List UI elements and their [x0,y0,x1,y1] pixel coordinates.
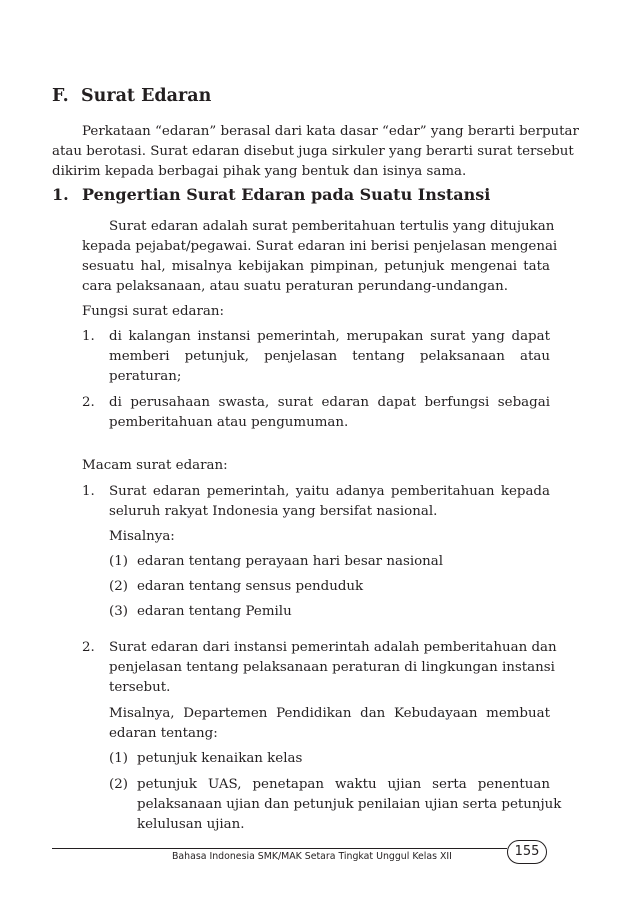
page-number: 155 [507,840,547,864]
intro-line: dikirim kepada berbagai pihak yang bentuk dan isinya sama. [52,164,467,179]
definition-paragraph [82,217,558,297]
definition-line: Surat edaran adalah surat pemberitahuan tertulis yang ditujukan [109,219,555,234]
section-intro [52,122,579,182]
example-text: edaran tentang Pemilu [137,604,292,619]
section-title: Surat Edaran [81,86,212,106]
example-line: pelaksanaan ujian dan petunjuk penilaian ujian serta petunjuk [137,797,562,812]
example-intro [109,704,550,744]
footer-divider [52,848,507,849]
definition-line: sesuatu hal, misalnya kebijakan pimpinan, petunjuk mengenai tata [82,259,550,274]
list-line: seluruh rakyat Indonesia yang bersifat nasional. [109,504,438,519]
example-intro-line: Misalnya, Departemen Pendidikan dan Kebudayaan membuat [109,706,550,721]
subsection-title: Pengertian Surat Edaran pada Suatu Instansi [82,185,491,204]
subsection-heading [52,185,490,204]
example-text: edaran tentang sensus penduduk [137,579,364,594]
example-text: petunjuk kenaikan kelas [137,751,303,766]
list-line: penjelasan tentang pelaksanaan peraturan di lingkungan instansi [109,660,555,675]
list-number: 2. [82,640,95,655]
list-line: Surat edaran dari instansi pemerintah adalah pemberitahuan dan [109,640,557,655]
example-number: (2) [109,777,128,792]
section-heading [52,86,211,106]
list-line: di perusahaan swasta, surat edaran dapat berfungsi sebagai [109,395,550,410]
list-line: memberi petunjuk, penjelasan tentang pelaksanaan atau [109,349,550,364]
example-number: (2) [109,579,128,594]
section-number: F. [52,86,69,106]
list-number: 1. [82,484,95,499]
list-line: pemberitahuan atau pengumuman. [109,415,349,430]
list-number: 2. [82,395,95,410]
list-line: di kalangan instansi pemerintah, merupakan surat yang dapat [109,329,550,344]
example-number: (1) [109,751,128,766]
macam-heading: Macam surat edaran: [82,458,228,473]
footer-book-title: Bahasa Indonesia SMK/MAK Setara Tingkat Unggul Kelas XII [172,851,452,862]
list-line: peraturan; [109,369,182,384]
list-line: tersebut. [109,680,171,695]
example-line: petunjuk UAS, penetapan waktu ujian serta penentuan [137,777,550,792]
list-number: 1. [82,329,95,344]
definition-line: cara pelaksanaan, atau suatu peraturan perundang-undangan. [82,279,508,294]
example-line: kelulusan ujian. [137,817,245,832]
fungsi-heading: Fungsi surat edaran: [82,304,225,319]
list-line: Surat edaran pemerintah, yaitu adanya pemberitahuan kepada [109,484,550,499]
intro-line: Perkataan “edaran” berasal dari kata dasar “edar” yang berarti berputar [82,124,579,139]
intro-line: atau berotasi. Surat edaran disebut juga sirkuler yang berarti surat tersebut [52,144,574,159]
example-text: edaran tentang perayaan hari besar nasional [137,554,444,569]
example-intro-line: edaran tentang: [109,726,218,741]
subsection-number: 1. [52,185,69,204]
definition-line: kepada pejabat/pegawai. Surat edaran ini berisi penjelasan mengenai [82,239,558,254]
example-number: (3) [109,604,128,619]
example-number: (1) [109,554,128,569]
example-label: Misalnya: [109,529,175,544]
